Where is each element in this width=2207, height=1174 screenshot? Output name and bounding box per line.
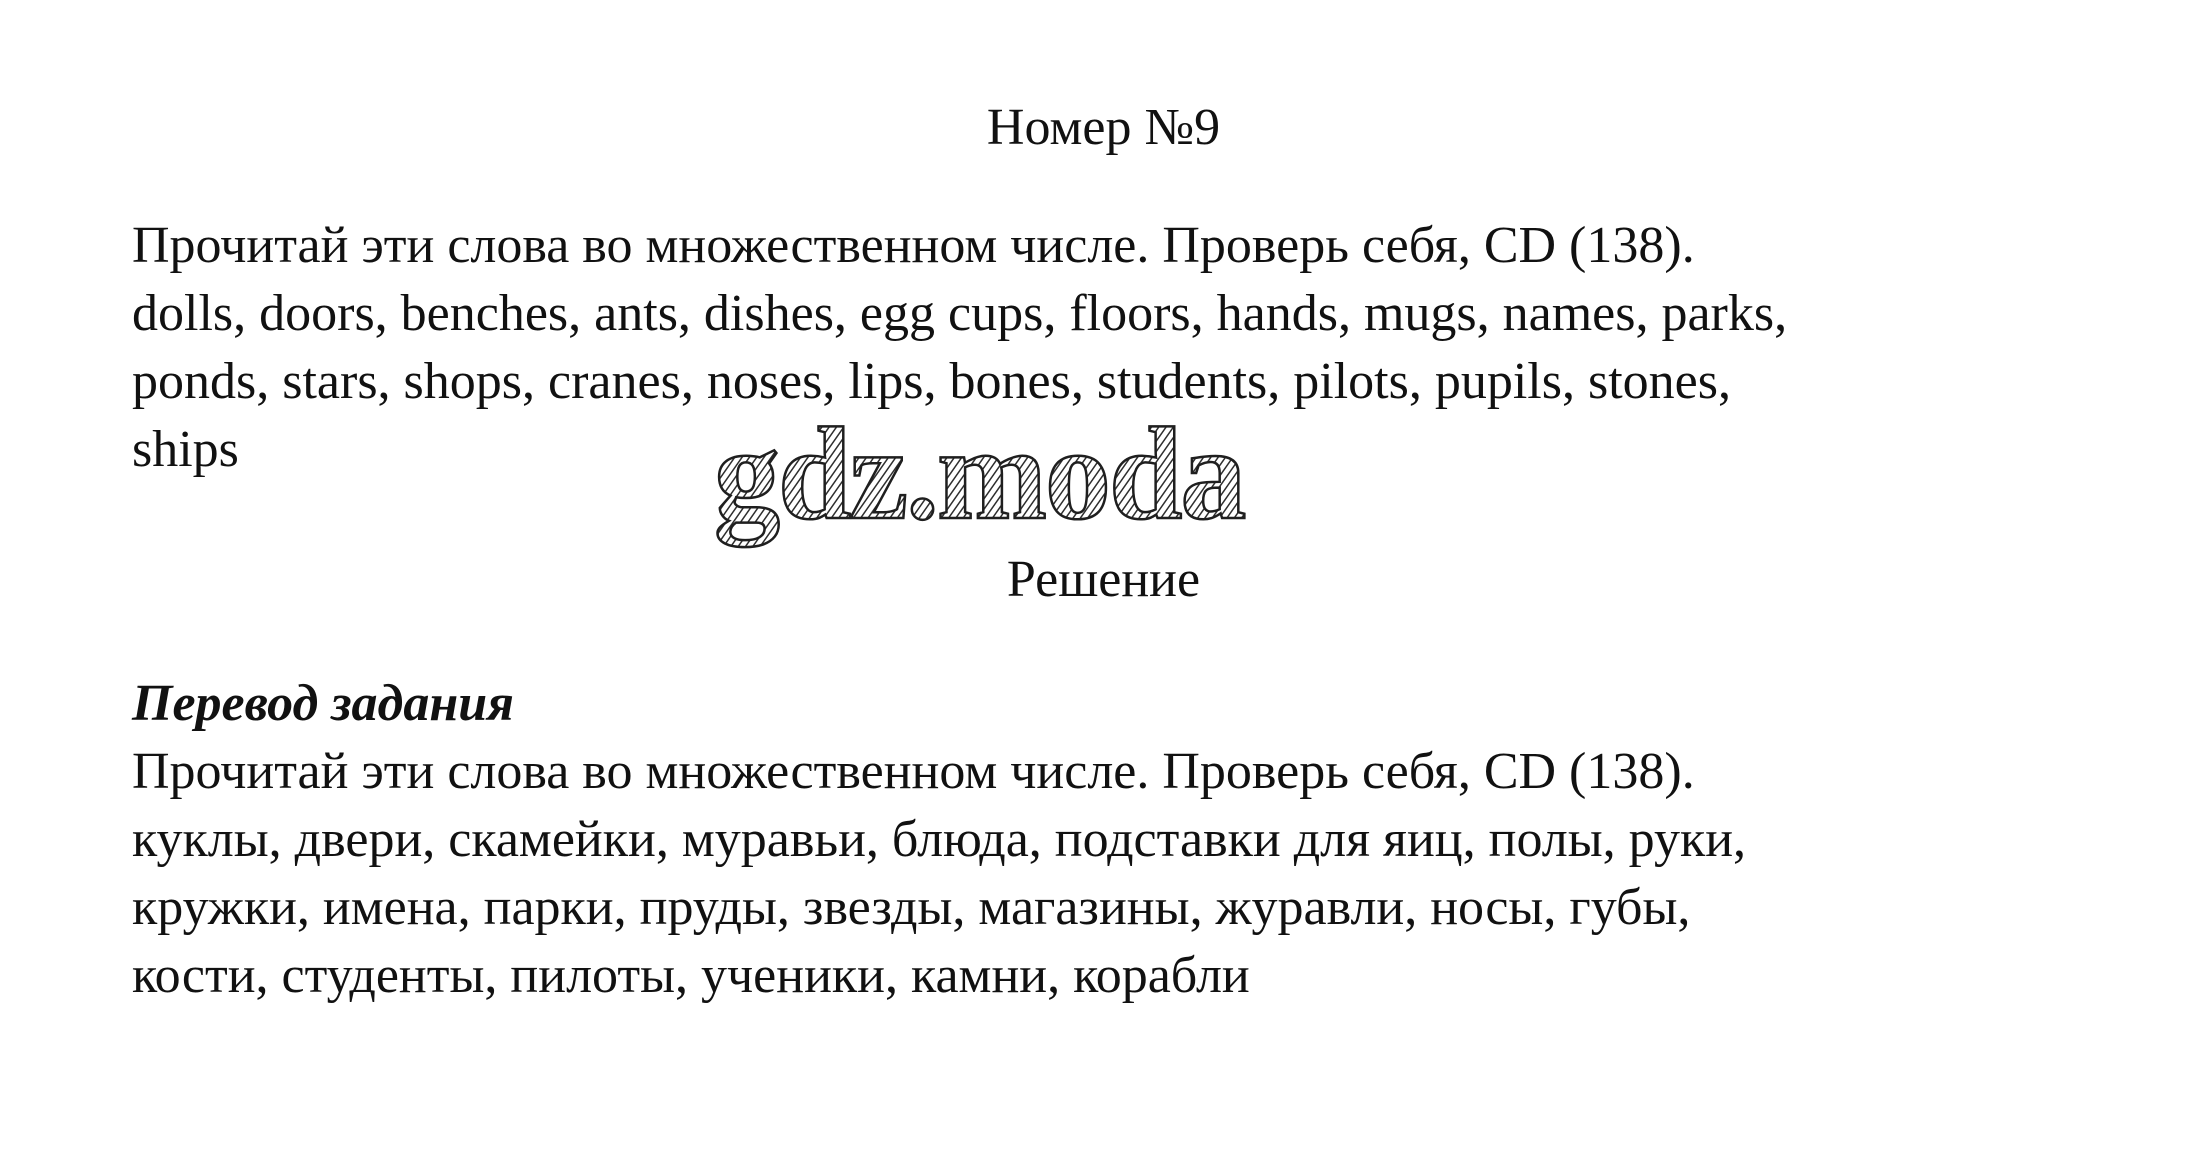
task-line: ships: [132, 421, 239, 478]
translation-heading: Перевод задания: [132, 675, 514, 732]
task-line: dolls, doors, benches, ants, dishes, egg cups, floors, hands, mugs, names, parks,: [132, 285, 1788, 342]
translation-line: Прочитай эти слова во множественном числе. Проверь себя, CD (138).: [132, 743, 1695, 800]
translation-line: куклы, двери, скамейки, муравьи, блюда, подставки для яиц, полы, руки,: [132, 811, 1747, 868]
task-line: Прочитай эти слова во множественном числе. Проверь себя, CD (138).: [132, 217, 1695, 274]
translation-line: кружки, имена, парки, пруды, звезды, магазины, журавли, носы, губы,: [132, 879, 1691, 936]
task-line: ponds, stars, shops, cranes, noses, lips, bones, students, pilots, pupils, stones,: [132, 353, 1731, 410]
page-title: Номер №9: [986, 99, 1221, 156]
translation-line: кости, студенты, пилоты, ученики, камни, корабли: [132, 947, 1250, 1004]
translation-text: [132, 738, 2122, 1010]
watermark-logo: [708, 400, 1348, 570]
solution-label: Решение: [1006, 551, 1201, 608]
svg-text:gdz.moda: gdz.moda: [714, 400, 1245, 547]
